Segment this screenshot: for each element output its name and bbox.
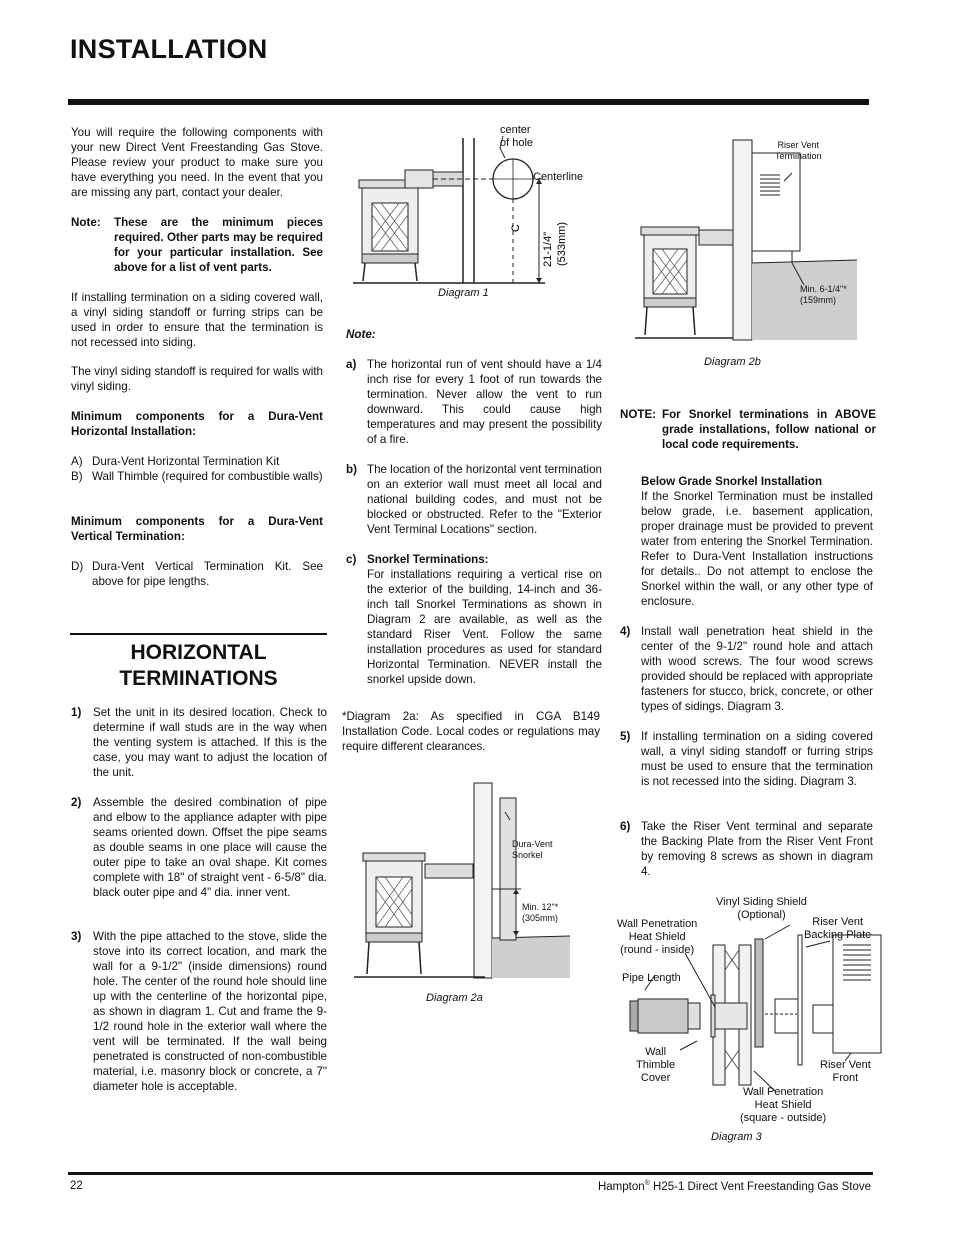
note-item-heading: Snorkel Terminations: [367, 553, 489, 566]
note-text: These are the minimum pieces required. Other parts may be required for your particular installation. See above for a list of vent parts. [114, 216, 323, 274]
snorkel-label-line: Snorkel [512, 850, 543, 860]
right-note-text: For Snorkel terminations in ABOVE grade installations, follow national or local code requirements. [662, 408, 876, 451]
wall-thimble-label [636, 1046, 675, 1085]
snorkel-label [512, 839, 553, 861]
vinyl-siding-label [716, 896, 807, 922]
vinyl-paragraph: The vinyl siding standoff is required for walls with vinyl siding. [71, 365, 323, 393]
diagram-2a [345, 778, 570, 983]
step-item [620, 819, 873, 879]
note-item-label: c) [346, 553, 357, 566]
label-line: Backing Plate [804, 929, 872, 941]
footer-brand: Hampton [597, 1180, 645, 1193]
label-line: Heat Shield [754, 1099, 812, 1111]
label-line: Wall Penetration [742, 1086, 824, 1098]
step-item [71, 795, 327, 900]
snorkel-label-line: Dura-Vent [512, 839, 553, 849]
label-line: Riser Vent [812, 916, 863, 928]
step-label: 3) [71, 930, 82, 943]
step-item [620, 624, 873, 714]
riser-backing-label [804, 916, 871, 942]
step-item [620, 729, 873, 789]
cl-symbol: C [510, 224, 522, 232]
step-label: 2) [71, 796, 82, 809]
below-grade-heading: Below Grade Snorkel Installation [641, 475, 823, 488]
diagram-1 [345, 118, 600, 290]
center-of-hole-line: of hole [500, 137, 534, 149]
note-item-label: a) [346, 358, 357, 371]
label-line: Thimble [636, 1059, 676, 1071]
min-label-line: (159mm) [800, 295, 837, 305]
riser-vent-label [775, 140, 822, 162]
list-item-text: Dura-Vent Horizontal Termination Kit [92, 455, 280, 468]
diagram-2b [632, 135, 862, 345]
riser-vent-label-line: Termination [775, 151, 822, 161]
step-text: Install wall penetration heat shield in the center of the 9-1/2" round hole and attach with wood screws. The four wood screws provided should be replaced with appropriate fasteners for stucco, brick, concrete, or other types of sidings. Diagram 3. [641, 625, 873, 713]
step-text: Take the Riser Vent terminal and separate the Backing Plate from the Riser Vent Front by removing 8 screws as shown in diagram 4. [641, 820, 873, 878]
label-line: Cover [640, 1072, 671, 1084]
note-item-text: The horizontal run of vent should have a 1/4 inch rise for every 1 foot of run towards the termination. Never allow the vent to run downward. This could cause high temperatures and may present the possibility of a fire. [367, 358, 602, 446]
list-item [71, 469, 323, 484]
step-item [71, 929, 327, 1094]
min-label-line: Min. 6-1/4"* [800, 284, 847, 294]
step-label: 6) [620, 820, 631, 833]
list-item-label: A) [71, 455, 83, 468]
riser-vent-label-line: Riser Vent [777, 140, 820, 150]
list-item [71, 559, 323, 589]
registered-mark: ® [644, 1180, 650, 1187]
label-line: Front [832, 1072, 859, 1084]
section-rule [70, 633, 327, 635]
right-note-label: NOTE: [620, 408, 657, 421]
step-label: 1) [71, 706, 82, 719]
section-heading [70, 640, 327, 692]
footer-product [598, 1180, 871, 1193]
note-item-text: The location of the horizontal vent termination on an exterior wall must meet all local and national building codes, and must not be blocked or obstructed. Refer to the "Exterior Vent Terminal Locations" section. [367, 463, 602, 536]
label-line: Riser Vent [820, 1059, 871, 1071]
label-line: (round - inside) [620, 944, 695, 956]
page-title: INSTALLATION [70, 34, 268, 64]
note-item [346, 357, 602, 447]
list-item-text: Wall Thimble (required for combustible walls) [92, 470, 323, 483]
step-text: With the pipe attached to the stove, slide the stove into its correct location, and mark the wall for a 9-1/2" (inside dimensions) round hole. The center of the round hole should line up with the centerline of the horizontal pipe, as shown in diagram 1. Cut and frame the 9-1/2 round hole in the exterior wall where the vent will be terminated. If the wall being penetrated is constructed of non-combustible material, i.e. masonry block or concrete, a 7" diameter hole is acceptable. [93, 930, 327, 1093]
diagram-1-caption: Diagram 1 [438, 287, 489, 299]
riser-front-label [820, 1059, 871, 1085]
section-heading-line: HORIZONTAL [130, 641, 267, 664]
pipe-length-label: Pipe Length [622, 972, 681, 984]
dim-label-1: 21-1/4" [542, 231, 554, 267]
step-item [71, 705, 327, 780]
note-item [346, 552, 602, 687]
below-grade-text: If the Snorkel Termination must be installed below grade, i.e. basement application, proper drainage must be provided to prevent water from entering the Snorkel Termination. Refer to Dura-Vent Installation instructions for details.. Do not attempt to enclose the Snorkel within the wall, or any other type of enclosure. [641, 490, 873, 608]
label-line: (Optional) [737, 909, 786, 921]
label-line: Vinyl Siding Shield [716, 896, 807, 908]
min-label-line: (305mm) [522, 913, 559, 923]
step-text: Set the unit in its desired location. Check to determine if wall studs are in the way when the venting system is attached. If this is the case, you may want to adjust the location of the unit. [93, 706, 327, 779]
right-note [620, 407, 876, 452]
list-item-label: B) [71, 470, 83, 483]
label-line: Wall Penetration [617, 918, 698, 930]
centerline-label: Centerline [533, 171, 584, 183]
wall-penetration-outside-label [740, 1086, 826, 1125]
label-line: Heat Shield [628, 931, 686, 943]
dim-label-2: (533mm) [556, 221, 568, 266]
section-heading-line: TERMINATIONS [119, 667, 278, 690]
siding-paragraph: If installing termination on a siding covered wall, a vinyl siding standoff or furring strips can be used in order to ensure that the termination is not recessed into siding. [71, 291, 323, 349]
footer-product-name: H25-1 Direct Vent Freestanding Gas Stove [649, 1180, 871, 1193]
page-number: 22 [70, 1180, 83, 1192]
header-rule [68, 99, 869, 105]
label-line: Wall [645, 1046, 667, 1058]
diagram-3-caption: Diagram 3 [711, 1131, 762, 1143]
wall-penetration-inside-label [617, 918, 697, 957]
intro-paragraph: You will require the following components with your new Direct Vent Freestanding Gas Stove. Please review your product to make sure you have everything you need. In the event that you are missing any part, contact your dealer. [71, 126, 323, 199]
note-block [71, 215, 323, 275]
note-item [346, 462, 602, 537]
list-item-text: Dura-Vent Vertical Termination Kit. See above for pipe lengths. [92, 560, 323, 588]
footnote: *Diagram 2a: As specified in CGA B149 Installation Code. Local codes or regulations may require different clearances. [342, 710, 600, 753]
diagram-2b-caption: Diagram 2b [704, 356, 761, 368]
min-label-line: Min. 12"* [522, 902, 559, 912]
min-6-label [800, 284, 847, 306]
center-of-hole-label [500, 124, 533, 150]
list-item [71, 454, 323, 469]
note-item-label: b) [346, 463, 357, 476]
min-horizontal-heading: Minimum components for a Dura-Vent Horizontal Installation: [71, 410, 323, 438]
label-line: (square - outside) [740, 1112, 827, 1124]
list-item-label: D) [71, 560, 84, 573]
min-12-label [522, 902, 558, 924]
step-text: If installing termination on a siding covered wall, a vinyl siding standoff or furring strips must be used to ensure that the termination is not recessed into the siding. Diagram 3. [641, 730, 873, 788]
center-of-hole-line: center [500, 124, 531, 136]
note-label: Note: [71, 216, 101, 229]
min-vertical-heading: Minimum components for a Dura-Vent Vertical Termination: [71, 515, 323, 543]
step-label: 5) [620, 730, 631, 743]
footer-rule [68, 1172, 873, 1175]
note-item-text: For installations requiring a vertical rise on the exterior of the building, 14-inch and 36-inch tall Snorkel Terminations as shown in Diagram 2 are available, as well as the standard Riser Vent. Follow the same installation procedures as used for standard Horizontal Termination. NEVER install the snorkel upside down. [367, 568, 602, 686]
step-text: Assemble the desired combination of pipe and elbow to the appliance adapter with pipe seams oriented down. Offset the pipe seams as double seams in one place will cause the outer pipe to take an oval shape. Kit comes complete with 18" of straight vent - 6-5/8" dia. black outer pipe and 4" dia. inner vent. [93, 796, 327, 899]
step-label: 4) [620, 625, 631, 638]
middle-note-label: Note: [346, 328, 376, 341]
diagram-2a-caption: Diagram 2a [426, 992, 483, 1004]
